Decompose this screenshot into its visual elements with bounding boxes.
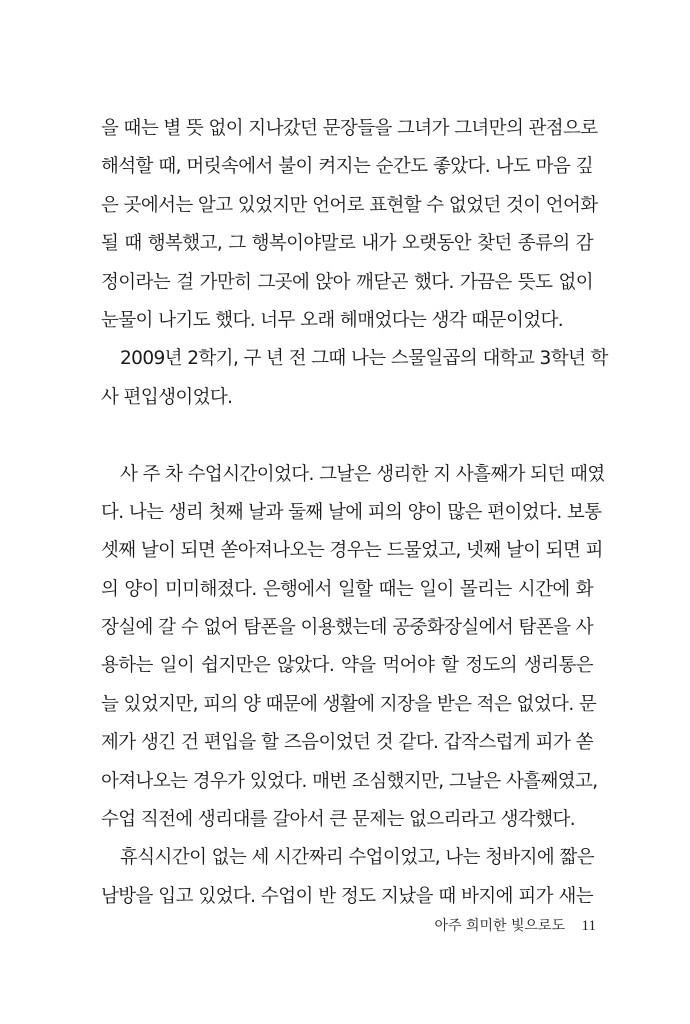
text-line: 될 때 행복했고, 그 행복이야말로 내가 오랫동안 찾던 종류의 감: [101, 233, 593, 255]
text-line: 을 때는 별 뜻 없이 지나갔던 문장들을 그녀가 그녀만의 관점으로: [101, 118, 598, 139]
text-line: 용하는 일이 쉽지만은 않았다. 약을 먹어야 할 정도의 생리통은: [101, 655, 593, 677]
text-line: 해석할 때, 머릿속에서 불이 켜지는 순간도 좋았다. 나도 마음 깊: [101, 156, 593, 178]
text-line: 다. 나는 생리 첫째 날과 둘째 날에 피의 양이 많은 편이었다. 보통: [101, 501, 602, 523]
text-line: 수업 직전에 생리대를 갈아서 큰 문제는 없으리라고 생각했다.: [101, 809, 576, 831]
text-line: 사 편입생이었다.: [101, 386, 233, 408]
text-line: 셋째 날이 되면 쏟아져나오는 경우는 드물었고, 넷째 날이 되면 피: [101, 540, 603, 562]
paragraph-start-line: 사 주 차 수업시간이었다. 그날은 생리한 지 사흘째가 되던 때였: [120, 463, 605, 485]
text-line: 눈물이 나기도 했다. 너무 오래 헤매었다는 생각 때문이었다.: [101, 309, 564, 331]
page-footer: [434, 915, 596, 935]
text-line: 늘 있었지만, 피의 양 때문에 생활에 지장을 받은 적은 없었다. 문: [101, 693, 597, 715]
text-line: 정이라는 걸 가만히 그곳에 앉아 깨닫곤 했다. 가끔은 뜻도 없이: [101, 271, 593, 293]
running-title: 아주 희미한 빛으로도: [434, 918, 566, 934]
section-break: [101, 417, 593, 455]
paragraph-start-line: 휴식시간이 없는 세 시간짜리 수업이었고, 나는 청바지에 짧은: [120, 847, 595, 869]
page-number: 11: [581, 918, 596, 934]
text-line: 아져나오는 경우가 있었다. 매번 조심했지만, 그날은 사흘째였고,: [101, 770, 598, 792]
text-line: 은 곳에서는 알고 있었지만 언어로 표현할 수 없었던 것이 언어화: [101, 194, 598, 216]
text-line: 제가 생긴 건 편입을 할 즈음이었던 것 같다. 갑작스럽게 피가 쏟: [101, 732, 593, 754]
paragraph-start-line: 2009년 2학기, 구 년 전 그때 나는 스물일곱의 대학교 3학년 학: [120, 348, 608, 370]
text-line: 의 양이 미미해졌다. 은행에서 일할 때는 일이 몰리는 시간에 화: [101, 578, 593, 600]
text-line: 장실에 갈 수 없어 탐폰을 이용했는데 공중화장실에서 탐폰을 사: [101, 617, 593, 639]
page-body: [101, 110, 608, 916]
text-line: 남방을 입고 있었다. 수업이 반 정도 지났을 때 바지에 피가 새는: [101, 885, 593, 907]
